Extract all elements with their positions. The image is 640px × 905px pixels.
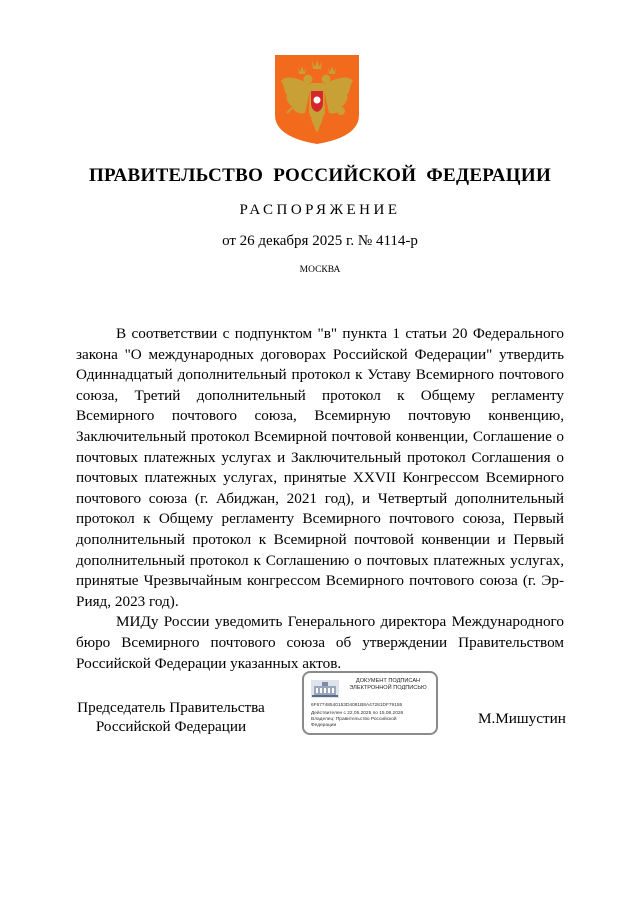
document-city: МОСКВА	[299, 265, 341, 275]
document-type: РАСПОРЯЖЕНИЕ	[239, 202, 401, 218]
signatory-name: М.Мишустин	[478, 710, 566, 727]
government-title: ПРАВИТЕЛЬСТВО РОССИЙСКОЙ ФЕДЕРАЦИИ	[88, 165, 552, 186]
order-body	[76, 324, 564, 674]
body-paragraph: В соответствии с подпунктом "в" пункта 1 статьи 20 Федерального закона "О международных договорах Российской Федерации" утвердить Одиннадцатый дополнительный протокол к Уставу Всемирного почтового союза, Третий дополнительный протокол к Общему регламенту Всемирного почтового союза, Всемирную почтовую конвенцию, Заключительный протокол Всемирной почтовой конвенции, Соглашение о почтовых платежных услугах и Заключительный протокол Соглашения о почтовых платежных услугах, принятые XXVII Конгрессом Всемирного почтового союза (г. Абиджан, 2021 год), и Четвертый дополнительный протокол к Общему регламенту Всемирного почтового союза, Первый дополнительный протокол к Всемирной почтовой конвенции и Первый дополнительный протокол к Соглашению о почтовых платежных услугах, принятые Чрезвычайным конгрессом Всемирного почтового союза (г. Эр-Рияд, 2023 год).	[76, 325, 564, 610]
stamp-header-line: ДОКУМЕНТ ПОДПИСАН	[355, 678, 421, 684]
document-date-number: от 26 декабря 2025 г. № 4114-р	[222, 233, 418, 249]
stamp-header	[341, 678, 435, 692]
signatory-position-line: Председатель Правительства	[77, 699, 265, 716]
stamp-certificate: 6F67748540153D4081B8A47281DF79155	[311, 703, 403, 708]
signatory-position	[76, 698, 266, 736]
stamp-header-line: ЭЛЕКТРОННОЙ ПОДПИСЬЮ	[349, 685, 427, 691]
electronic-signature-stamp	[302, 671, 438, 735]
stamp-owner: Федерации	[311, 723, 337, 728]
stamp-validity: Действителен с 22.05.2025 по 15.08.2026	[311, 711, 404, 716]
body-paragraph: МИДу России уведомить Генерального директора Международного бюро Всемирного почтового союза об утверждении Правительством Российской Федерации указанных актов.	[76, 613, 564, 672]
signatory-position-line: Российской Федерации	[95, 718, 247, 735]
stamp-owner: Владелец: Правительство Российской	[311, 717, 397, 722]
government-building-icon	[311, 680, 339, 698]
coat-of-arms-emblem	[275, 55, 359, 144]
